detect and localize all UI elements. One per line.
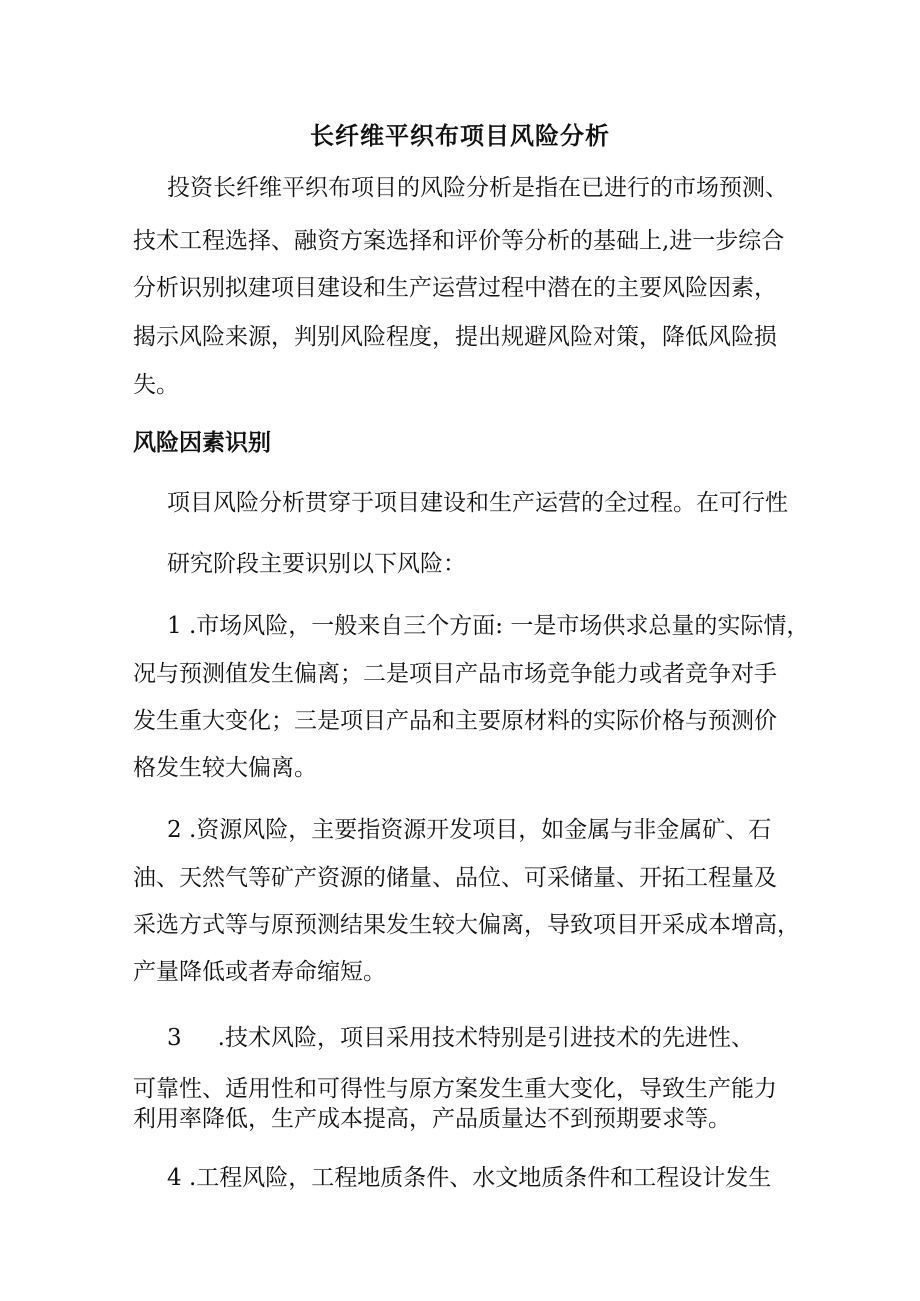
item2-line-4: 产量降低或者寿命缩短。 — [133, 959, 386, 985]
item3-line-3: 利用率降低，生产成本提高，产品质量达不到预期要求等。 — [133, 1106, 731, 1132]
document-title: 长纤维平织布项目风险分析 — [310, 121, 610, 150]
intro-line-1: 投资长纤维平织布项目的风险分析是指在已进行的市场预测、 — [167, 175, 788, 201]
item1-line-1: 1 .市场风险，一般来自三个方面: 一是市场供求总量的实际情， — [167, 613, 810, 639]
intro-line-3: 分析识别拟建项目建设和生产运营过程中潜在的主要风险因素， — [133, 275, 777, 301]
section-intro-line-1: 项目风险分析贯穿于项目建设和生产运营的全过程。在可行性 — [167, 490, 788, 516]
item1-line-2: 况与预测值发生偏离；二是项目产品市场竞争能力或者竞争对手 — [133, 661, 777, 687]
item3-line-2: 可靠性、适用性和可得性与原方案发生重大变化，导致生产能力 — [133, 1076, 777, 1102]
intro-line-2: 技术工程选择、融资方案选择和评价等分析的基础上,进一步综合 — [133, 228, 785, 254]
item3-number: 3 — [167, 1025, 182, 1051]
item3-first-text: .技术风险，项目采用技术特别是引进技术的先进性、 — [217, 1025, 754, 1051]
item3-line-1 — [167, 1023, 754, 1053]
section-heading: 风险因素识别 — [133, 429, 271, 456]
intro-line-5: 失。 — [133, 372, 179, 398]
item4-line-1: 4 .工程风险，工程地质条件、水文地质条件和工程设计发生 — [167, 1165, 772, 1191]
intro-line-4: 揭示风险来源，判别风险程度，提出规避风险对策，降低风险损 — [133, 324, 777, 350]
item2-line-3: 采选方式等与原预测结果发生较大偏离，导致项目开采成本增高， — [133, 912, 800, 938]
section-intro-line-2: 研究阶段主要识别以下风险： — [167, 551, 466, 577]
item2-line-2: 油、天然气等矿产资源的储量、品位、可采储量、开拓工程量及 — [133, 865, 777, 891]
item2-line-1: 2 .资源风险，主要指资源开发项目，如金属与非金属矿、石 — [167, 817, 772, 843]
item1-line-3: 发生重大变化；三是项目产品和主要原材料的实际价格与预测价 — [133, 708, 777, 734]
item1-line-4: 格发生较大偏离。 — [133, 755, 317, 781]
